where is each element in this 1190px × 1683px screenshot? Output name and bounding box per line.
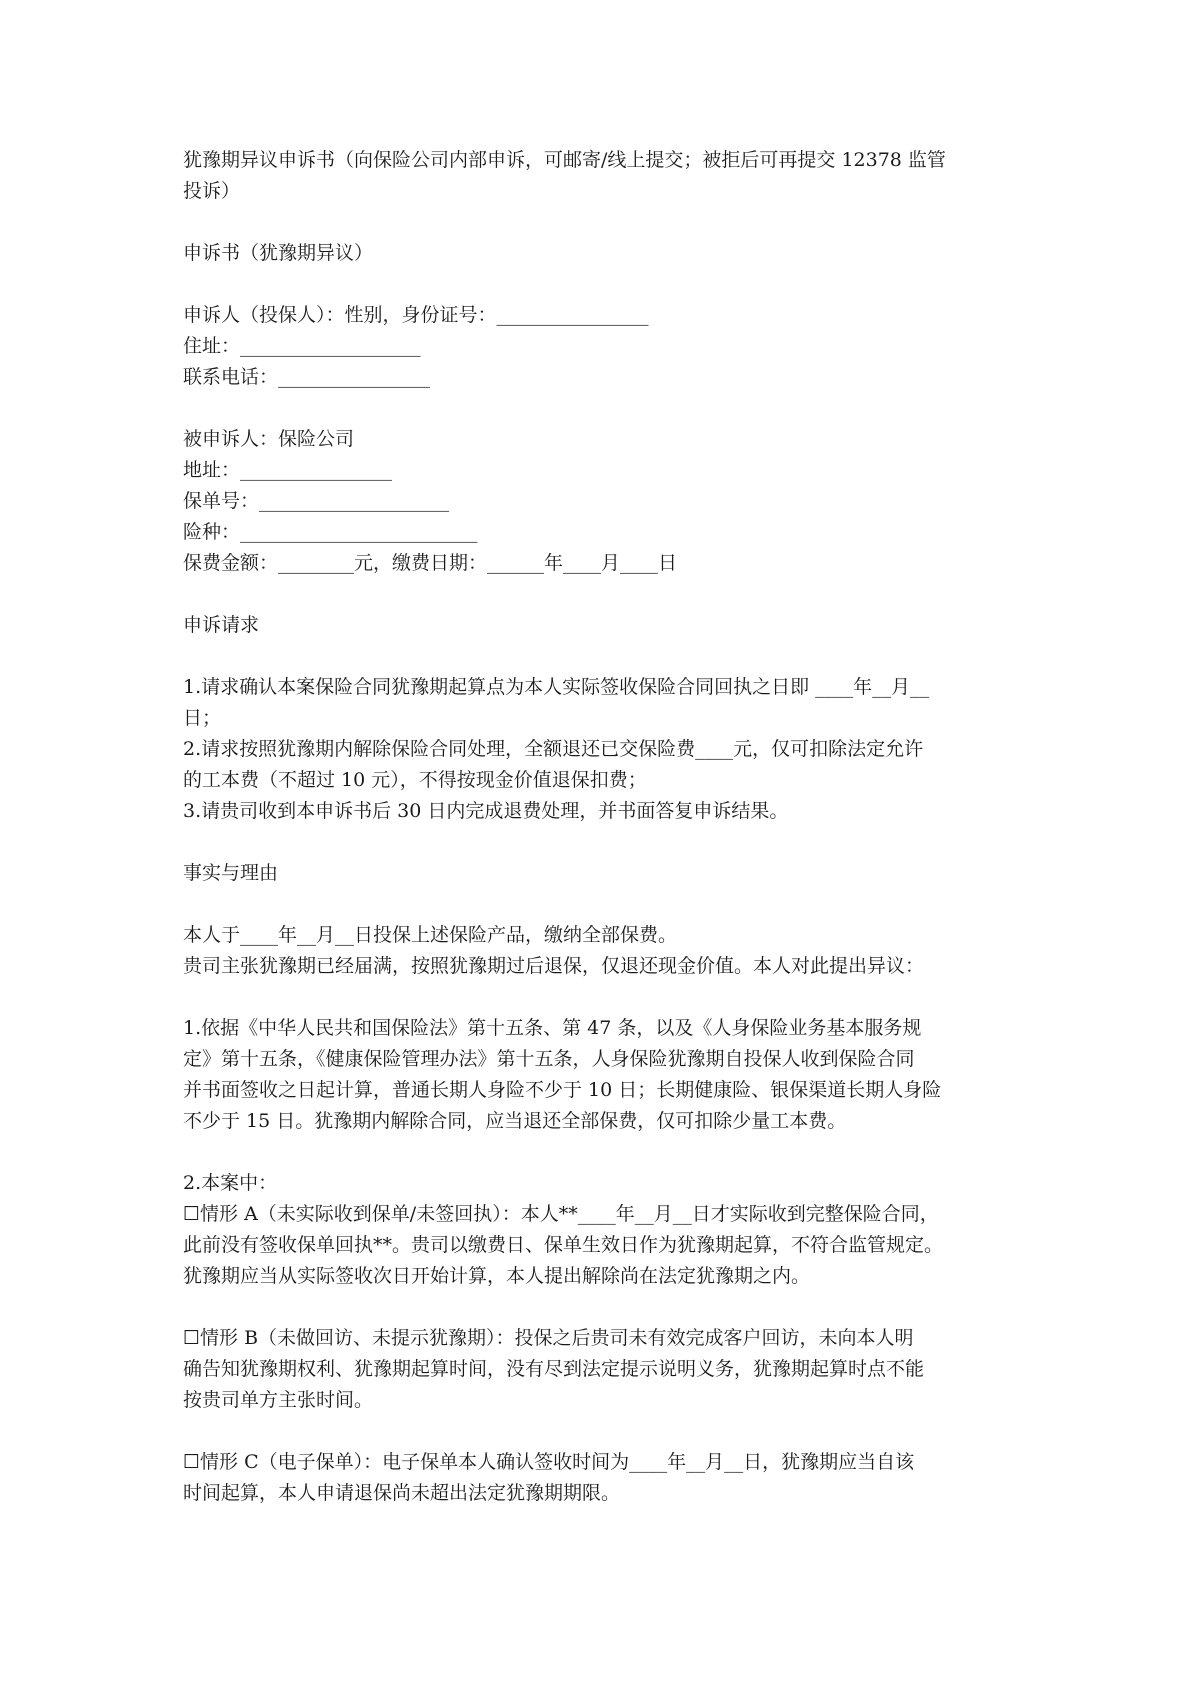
requests-heading: 申诉请求 xyxy=(183,614,260,636)
request-item-line: 的工本费（不超过 10 元），不得按现金价值退保扣费； xyxy=(183,769,647,791)
facts-heading: 事实与理由 xyxy=(183,862,279,884)
appellant-section xyxy=(183,300,1018,393)
respondent-name-line: 被申诉人：保险公司 xyxy=(183,428,355,450)
legal-basis-line: 并书面签收之日起计算，普通长期人身险不少于 10 日；长期健康险、银保渠道长期人身险 xyxy=(183,1079,942,1101)
checkbox-icon[interactable]: ☐ xyxy=(183,1327,201,1349)
respondent-section xyxy=(183,424,1018,579)
title-line: 犹豫期异议申诉书（向保险公司内部申诉，可邮寄/线上提交；被拒后可再提交 12378 监管 xyxy=(183,149,946,171)
situation-c-line: 情形 C（电子保单）：电子保单本人确认签收时间为____年__月__日，犹豫期应当自该 xyxy=(200,1451,915,1473)
situation-b xyxy=(183,1323,1018,1416)
title-line: 投诉） xyxy=(183,180,241,202)
facts-line: 贵司主张犹豫期已经届满，按照犹豫期过后退保，仅退还现金价值。本人对此提出异议： xyxy=(183,955,925,977)
legal-basis-line: 不少于 15 日。犹豫期内解除合同，应当退还全部保费，仅可扣除少量工本费。 xyxy=(183,1110,847,1132)
document-title xyxy=(183,145,1018,207)
situation-a-line: 犹豫期应当从实际签收次日开始计算，本人提出解除尚在法定犹豫期之内。 xyxy=(183,1265,811,1287)
checkbox-icon[interactable]: ☐ xyxy=(183,1203,201,1225)
situation-b-line: 确告知犹豫期权利、犹豫期起算时间，没有尽到法定提示说明义务，犹豫期起算时点不能 xyxy=(183,1358,925,1380)
appellant-id-line: 申诉人（投保人）：性别，身份证号：________________ xyxy=(183,304,649,326)
request-item-line: 2.请求按照犹豫期内解除保险合同处理，全额退还已交保险费____元，仅可扣除法定允许 xyxy=(183,738,924,760)
requests-list xyxy=(183,672,1018,827)
situation-b-line: 按贵司单方主张时间。 xyxy=(183,1389,374,1411)
document-heading: 申诉书（犹豫期异议） xyxy=(183,242,374,264)
situation-a-line: 情形 A（未实际收到保单/未签回执）：本人**____年__月__日才实际收到完整保险合同， xyxy=(200,1203,939,1225)
request-item-line: 1.请求确认本案保险合同犹豫期起算点为本人实际签收保险合同回执之日即 ____年__月__ xyxy=(183,676,930,698)
request-item-line: 日； xyxy=(183,707,222,729)
situation-b-line: 情形 B（未做回访、未提示犹豫期）：投保之后贵司未有效完成客户回访，未向本人明 xyxy=(200,1327,914,1349)
situation-c xyxy=(183,1447,1018,1509)
appellant-phone-line: 联系电话：________________ xyxy=(183,366,431,388)
policy-number-line: 保单号：____________________ xyxy=(183,490,450,512)
situation-c-line: 时间起算，本人申请退保尚未超出法定犹豫期期限。 xyxy=(183,1482,621,1504)
case-heading: 2.本案中： xyxy=(183,1172,278,1194)
situation-a xyxy=(183,1199,1018,1292)
legal-basis-paragraph xyxy=(183,1013,1018,1137)
legal-basis-line: 定》第十五条，《健康保险管理办法》第十五条，人身保险犹豫期自投保人收到保险合同 xyxy=(183,1048,915,1070)
legal-basis-line: 1.依据《中华人民共和国保险法》第十五条、第 47 条，以及《人身保险业务基本服务规 xyxy=(183,1017,922,1039)
facts-paragraph xyxy=(183,920,1018,982)
premium-line: 保费金额：________元，缴费日期：______年____月____日 xyxy=(183,552,678,574)
request-item-line: 3.请贵司收到本申诉书后 30 日内完成退费处理，并书面答复申诉结果。 xyxy=(183,800,789,822)
respondent-address-line: 地址：________________ xyxy=(183,459,393,481)
appellant-address-line: 住址：___________________ xyxy=(183,335,421,357)
situation-a-line: 此前没有签收保单回执**。贵司以缴费日、保单生效日作为犹豫期起算，不符合监管规定。 xyxy=(183,1234,944,1256)
facts-line: 本人于____年__月__日投保上述保险产品，缴纳全部保费。 xyxy=(183,924,678,946)
checkbox-icon[interactable]: ☐ xyxy=(183,1451,201,1473)
insurance-type-line: 险种：_________________________ xyxy=(183,521,478,543)
document-page xyxy=(183,145,1018,1509)
